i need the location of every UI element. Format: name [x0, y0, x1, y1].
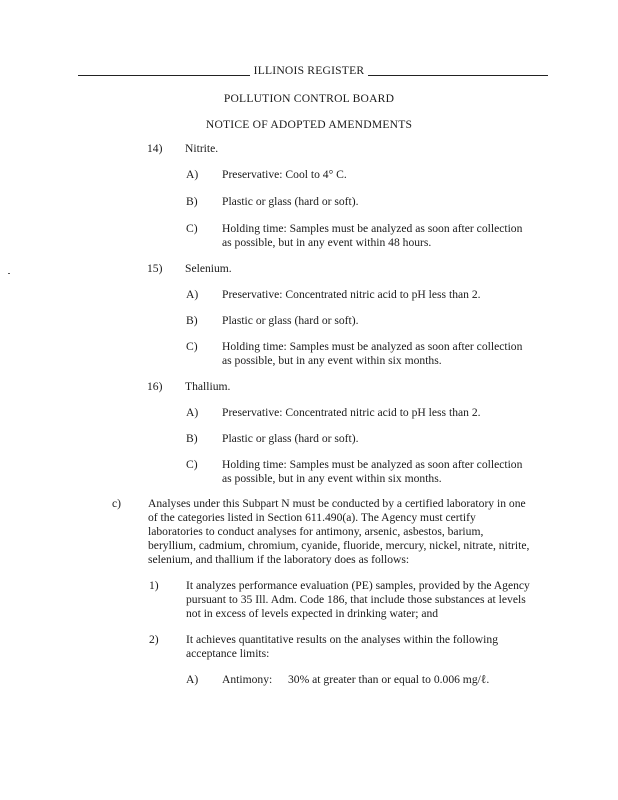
sub-letter: B) [186, 432, 198, 445]
sub-letter: A) [186, 168, 199, 181]
clause-text: pursuant to 35 Ill. Adm. Code 186, that include those substances at levels [186, 593, 526, 606]
sub-letter: C) [186, 222, 198, 235]
limit-substance: Antimony: [222, 673, 273, 686]
sub-letter: A) [186, 406, 199, 419]
item-title: Thallium. [185, 380, 231, 393]
board-title: POLLUTION CONTROL BOARD [223, 92, 395, 105]
sub-text: as possible, but in any event within six months. [222, 354, 442, 367]
section-letter: c) [112, 497, 122, 510]
notice-title: NOTICE OF ADOPTED AMENDMENTS [205, 118, 413, 131]
sub-letter: C) [186, 340, 198, 353]
sub-text: Holding time: Samples must be analyzed as soon after collection [222, 222, 523, 235]
sub-text: as possible, but in any event within six months. [222, 472, 442, 485]
clause-text: It achieves quantitative results on the analyses within the following [186, 633, 498, 646]
clause-text: It analyzes performance evaluation (PE) samples, provided by the Agency [186, 579, 530, 592]
sub-text: as possible, but in any event within 48 hours. [222, 236, 432, 249]
item-number: 16) [147, 380, 163, 393]
clause-number: 1) [149, 579, 159, 592]
sub-letter: C) [186, 458, 198, 471]
section-text: laboratories to conduct analyses for antimony, arsenic, asbestos, barium, [148, 525, 484, 538]
limit-letter: A) [186, 673, 199, 686]
sub-text: Preservative: Concentrated nitric acid to pH less than 2. [222, 406, 481, 419]
sub-text: Plastic or glass (hard or soft). [222, 432, 359, 445]
clause-number: 2) [149, 633, 159, 646]
clause-text: not in excess of levels expected in drinking water; and [186, 607, 439, 620]
sub-text: Plastic or glass (hard or soft). [222, 195, 359, 208]
sub-letter: A) [186, 288, 199, 301]
sub-letter: B) [186, 195, 198, 208]
section-text: selenium, and thallium if the laboratory does as follows: [148, 553, 410, 566]
item-number: 15) [147, 262, 163, 275]
item-title: Selenium. [185, 262, 232, 275]
item-title: Nitrite. [185, 142, 219, 155]
limit-value: 30% at greater than or equal to 0.006 mg/ℓ. [288, 673, 490, 686]
section-text: beryllium, cadmium, chromium, cyanide, fluoride, mercury, nickel, nitrate, nitrite, [148, 539, 530, 552]
sub-text: Preservative: Concentrated nitric acid to pH less than 2. [222, 288, 481, 301]
sub-text: Preservative: Cool to 4° C. [222, 168, 347, 181]
register-title: ILLINOIS REGISTER [0, 63, 618, 78]
section-text: Analyses under this Subpart N must be conducted by a certified laboratory in one [148, 497, 526, 510]
clause-text: acceptance limits: [186, 647, 270, 660]
item-number: 14) [147, 142, 163, 155]
sub-text: Holding time: Samples must be analyzed as soon after collection [222, 458, 523, 471]
sub-text: Holding time: Samples must be analyzed as soon after collection [222, 340, 523, 353]
margin-mark [8, 273, 10, 274]
sub-text: Plastic or glass (hard or soft). [222, 314, 359, 327]
sub-letter: B) [186, 314, 198, 327]
section-text: of the categories listed in Section 611.490(a). The Agency must certify [148, 511, 476, 524]
